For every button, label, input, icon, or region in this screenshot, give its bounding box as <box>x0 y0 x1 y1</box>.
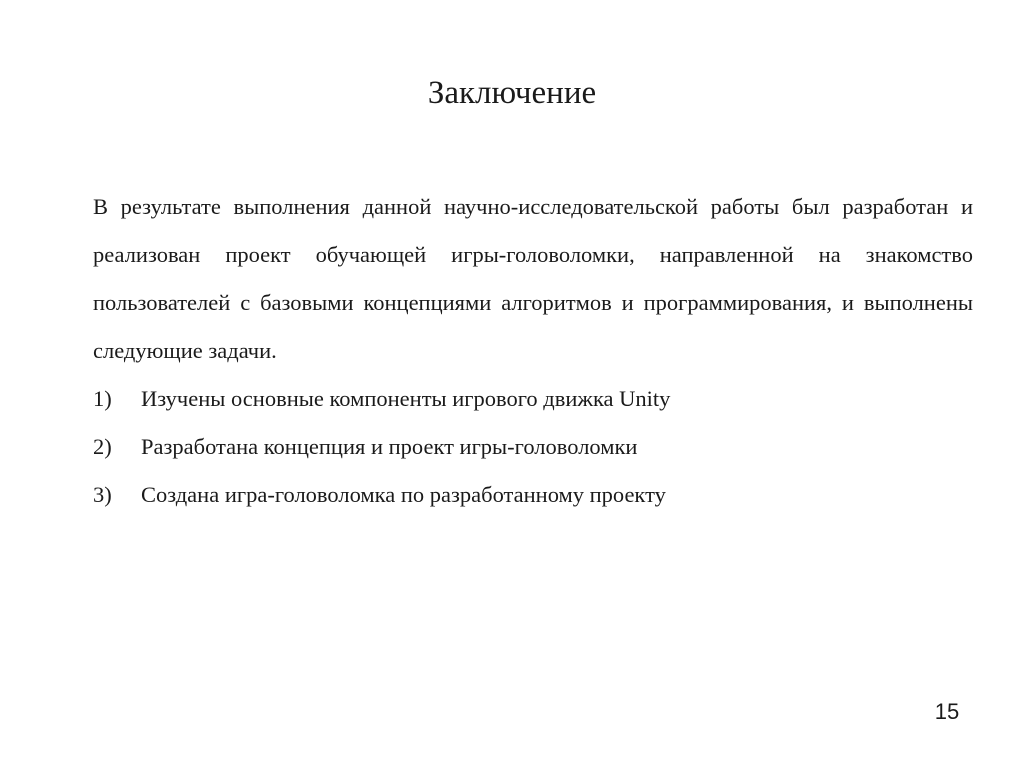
task-list <box>93 375 973 519</box>
conclusion-paragraph: В результате выполнения данной научно-исследовательской работы был разработан и реализован проект обучающей игры-головоломки, направленной на знакомство пользователей с базовыми концепциями алгоритмов и программирования, и выполнены следующие задачи. <box>93 194 973 363</box>
list-item <box>93 471 973 519</box>
slide-body <box>93 183 973 519</box>
list-item-number: 1) <box>93 386 112 411</box>
list-item-number: 2) <box>93 434 112 459</box>
list-item <box>93 423 973 471</box>
page-number: 15 <box>934 699 960 724</box>
list-item-text: Создана игра-головоломка по разработанному проекту <box>141 482 666 507</box>
slide-title: Заключение <box>427 75 597 111</box>
list-item-number: 3) <box>93 482 112 507</box>
list-item <box>93 375 973 423</box>
list-item-text: Разработана концепция и проект игры-головоломки <box>141 434 638 459</box>
list-item-text: Изучены основные компоненты игрового движка Unity <box>141 386 671 411</box>
